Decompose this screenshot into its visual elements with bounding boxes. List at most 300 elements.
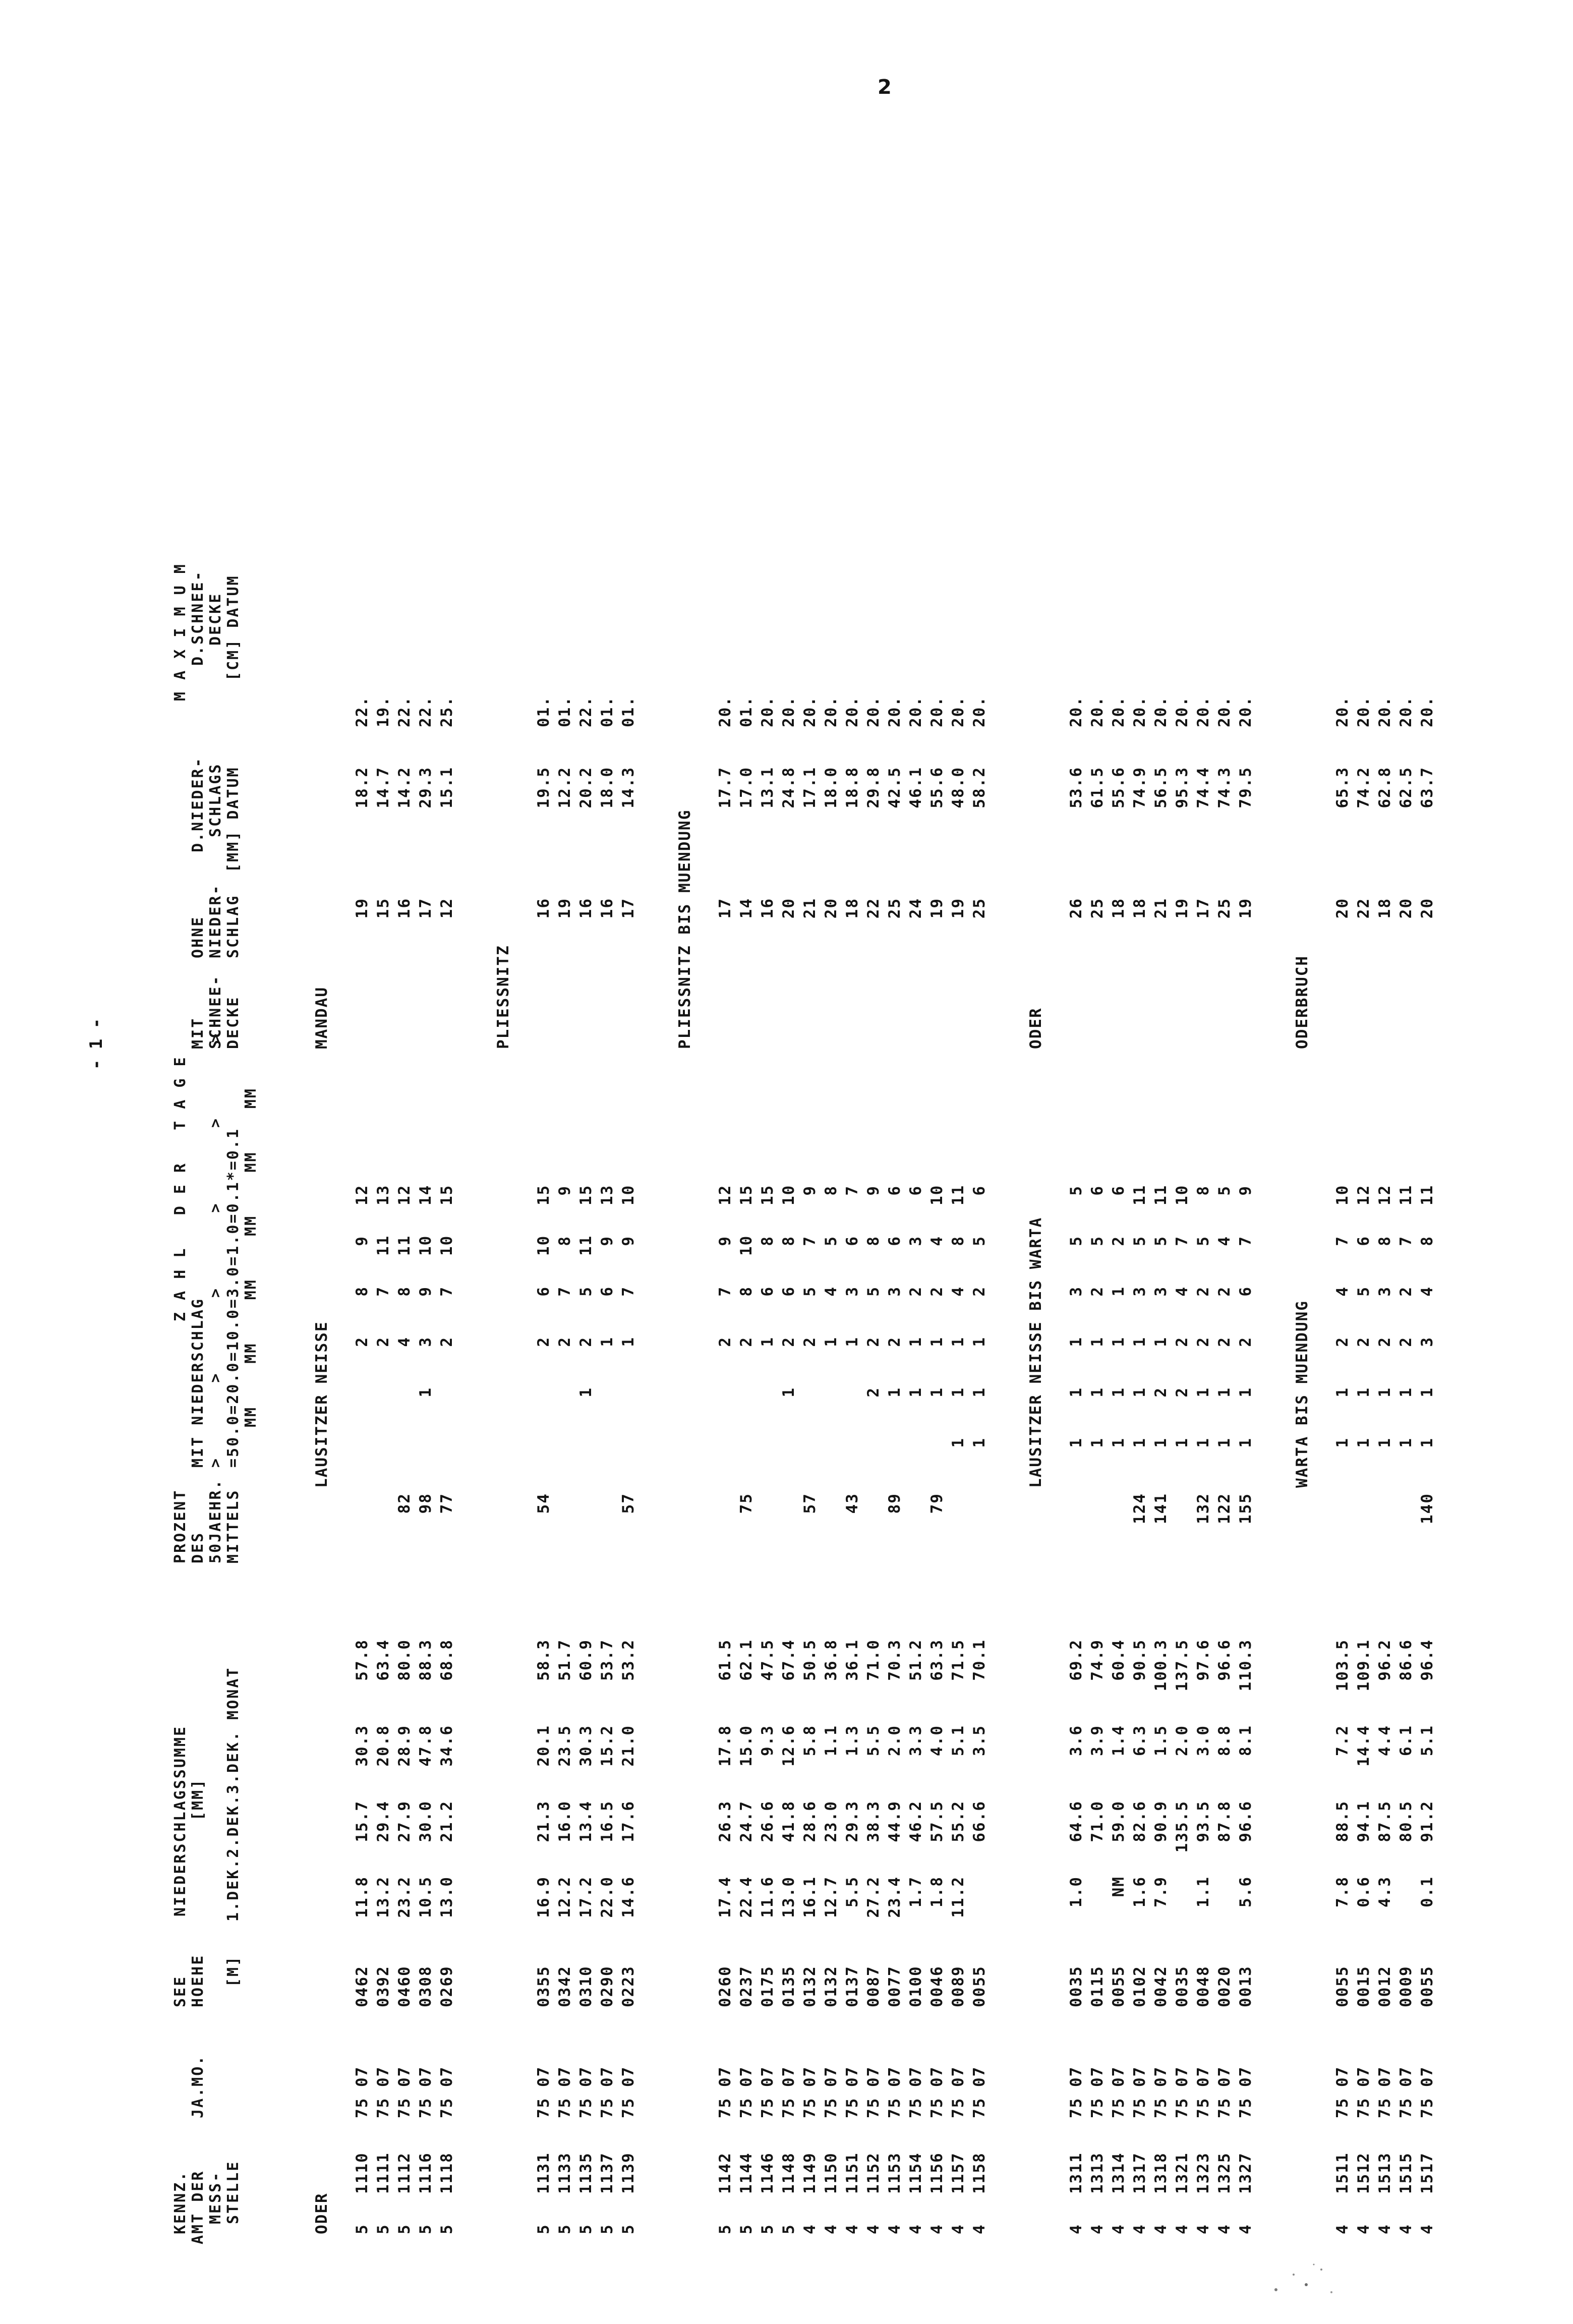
table-cell: 77	[438, 1493, 456, 1514]
table-cell: 55.6	[928, 767, 946, 808]
table-cell: 0132	[801, 1965, 819, 2007]
table-cell: 20.	[1173, 696, 1191, 727]
table-cell: 4	[822, 1286, 840, 1297]
table-cell: 9	[598, 1236, 616, 1246]
table-row	[353, 187, 374, 2244]
table-cell: 2	[1215, 1286, 1234, 1297]
table-cell: 46.1	[907, 767, 925, 808]
table-cell: 65.3	[1333, 767, 1352, 808]
table-row	[843, 187, 864, 2244]
table-cell: 64.6	[1067, 1800, 1085, 1842]
table-cell: 0132	[822, 1965, 840, 2007]
table-cell: 12	[1355, 1184, 1373, 1205]
table-cell: 20.	[928, 696, 946, 727]
header-mit-1: MIT	[189, 1017, 207, 1049]
table-cell: 75 07	[801, 2066, 819, 2118]
table-cell: 13.0	[438, 1876, 456, 1918]
table-cell: 1158	[970, 2152, 988, 2194]
table-row	[886, 187, 907, 2244]
table-cell: 0392	[374, 1965, 392, 2007]
table-cell: 4	[1131, 2224, 1149, 2234]
table-cell: 1	[598, 1337, 616, 1347]
table-row	[949, 187, 970, 2244]
table-cell: 1.5	[1152, 1725, 1170, 1756]
table-cell: 14.3	[619, 767, 637, 808]
table-cell: 0035	[1173, 1965, 1191, 2007]
header-max-nieder-2: SCHLAGS	[207, 763, 224, 837]
table-cell: 7.9	[1152, 1876, 1170, 1907]
table-cell: 8	[759, 1236, 777, 1246]
table-cell: 3.9	[1088, 1725, 1106, 1756]
table-cell: 4	[1355, 2224, 1373, 2234]
table-cell: 01.	[619, 696, 637, 727]
table-cell: 57	[619, 1493, 637, 1514]
table-cell: 24	[907, 898, 925, 919]
table-cell: 4	[949, 1286, 967, 1297]
table-cell: 22	[1355, 898, 1373, 919]
table-cell: 75 07	[1215, 2066, 1234, 2118]
table-row	[759, 187, 780, 2244]
table-cell: 89	[886, 1493, 904, 1514]
table-cell: 1	[1215, 1387, 1234, 1398]
table-cell: 2	[737, 1337, 755, 1347]
table-cell: 97.6	[1194, 1639, 1212, 1681]
table-cell: 90.5	[1131, 1639, 1149, 1681]
table-cell: 0115	[1088, 1965, 1106, 2007]
table-cell: 4	[864, 2224, 883, 2234]
table-row	[780, 187, 801, 2244]
table-cell: 3	[1152, 1286, 1170, 1297]
table-cell: 14.4	[1355, 1725, 1373, 1767]
table-cell: 82	[395, 1493, 414, 1514]
table-cell: 0015	[1355, 1965, 1373, 2007]
table-cell: 5.6	[1237, 1876, 1255, 1907]
table-cell: 1	[1152, 1437, 1170, 1448]
table-cell: 6	[1237, 1286, 1255, 1297]
table-cell: 51.7	[556, 1639, 574, 1681]
table-cell: 7.2	[1333, 1725, 1352, 1756]
table-cell: 8	[1376, 1236, 1394, 1246]
table-row	[1152, 187, 1173, 2244]
table-cell: 15.0	[737, 1725, 755, 1767]
table-row	[970, 187, 992, 2244]
table-cell: 20.	[886, 696, 904, 727]
table-cell: 56.5	[1152, 767, 1170, 808]
table-cell: 29.8	[864, 767, 883, 808]
table-cell: 2	[970, 1286, 988, 1297]
table-cell: 2	[1397, 1337, 1415, 1347]
table-cell: 75 07	[928, 2066, 946, 2118]
table-cell: 23.0	[822, 1800, 840, 1842]
header-max-schnee-3: [CM] DATUM	[224, 574, 242, 681]
table-cell: 2	[801, 1337, 819, 1347]
table-cell: 5	[353, 2224, 371, 2234]
table-cell: 50.5	[801, 1639, 819, 1681]
table-cell: 0462	[353, 1965, 371, 2007]
table-cell: 1152	[864, 2152, 883, 2194]
table-cell: 1	[417, 1387, 435, 1398]
table-cell: 75 07	[1397, 2066, 1415, 2118]
table-cell: 8	[395, 1286, 414, 1297]
table-cell: 4	[1333, 1286, 1352, 1297]
table-cell: 1513	[1376, 2152, 1394, 2194]
table-cell: 1	[1194, 1437, 1212, 1448]
table-cell: 4	[1397, 2224, 1415, 2234]
table-cell: 12	[438, 898, 456, 919]
table-cell: 57.5	[928, 1800, 946, 1842]
table-cell: 23.2	[395, 1876, 414, 1918]
table-cell: 8	[737, 1286, 755, 1297]
table-cell: 86.6	[1397, 1639, 1415, 1681]
table-cell: 1	[1376, 1437, 1394, 1448]
table-cell: 21.2	[438, 1800, 456, 1842]
table-cell: 20.	[1152, 696, 1170, 727]
table-cell: 26.3	[716, 1800, 734, 1842]
table-cell: 1148	[780, 2152, 798, 2194]
table-cell: 10	[1173, 1184, 1191, 1205]
table-cell: 1131	[535, 2152, 553, 2194]
group-right-label: PLIESSNITZ BIS MUENDUNG	[676, 809, 694, 1049]
table-cell: 12.7	[822, 1876, 840, 1918]
table-cell: 2.0	[886, 1725, 904, 1756]
table-cell: 2	[780, 1337, 798, 1347]
table-row	[1376, 187, 1397, 2244]
table-cell: 2.0	[1173, 1725, 1191, 1756]
table-cell: 1	[1333, 1387, 1352, 1398]
table-cell: 4	[822, 2224, 840, 2234]
table-cell: 75	[737, 1493, 755, 1514]
table-cell: 75 07	[1110, 2066, 1128, 2118]
table-cell: 63.3	[928, 1639, 946, 1681]
table-cell: 74.3	[1215, 767, 1234, 808]
table-cell: 10	[1333, 1184, 1352, 1205]
table-cell: 75 07	[1152, 2066, 1170, 2118]
table-cell: 2	[1376, 1337, 1394, 1347]
table-cell: 13	[374, 1184, 392, 1205]
table-cell: 2	[864, 1387, 883, 1398]
table-cell: 1	[970, 1387, 988, 1398]
header-prozent-4: MITTELS	[224, 1489, 242, 1563]
table-cell: 103.5	[1333, 1639, 1352, 1692]
table-row	[556, 187, 577, 2244]
table-cell: 22.	[577, 696, 595, 727]
table-cell: 4	[1194, 2224, 1212, 2234]
table-row	[1237, 187, 1258, 2244]
table-cell: 20.8	[374, 1725, 392, 1767]
table-cell: 1.3	[843, 1725, 861, 1756]
table-cell: 11.2	[949, 1876, 967, 1918]
table-cell: 1151	[843, 2152, 861, 2194]
table-cell: 5	[1215, 1185, 1234, 1196]
table-cell: 1313	[1088, 2152, 1106, 2194]
table-cell: 1.1	[1194, 1876, 1212, 1907]
table-cell: 7	[1237, 1236, 1255, 1246]
page-marker: - 1 -	[86, 1018, 107, 1070]
table-cell: 2	[886, 1337, 904, 1347]
table-cell: 1139	[619, 2152, 637, 2194]
table-cell: 9	[864, 1185, 883, 1196]
table-cell: 42.5	[886, 767, 904, 808]
table-cell: 21.3	[535, 1800, 553, 1842]
table-cell: 1	[1355, 1437, 1373, 1448]
table-cell: 21	[801, 898, 819, 919]
table-cell: 5	[1131, 1236, 1149, 1246]
table-cell: 60.9	[577, 1639, 595, 1681]
table-cell: 5	[1355, 1286, 1373, 1297]
table-cell: 1	[907, 1337, 925, 1347]
table-cell: 62.5	[1397, 767, 1415, 808]
table-row	[1355, 187, 1376, 2244]
table-cell: 1.6	[1131, 1876, 1149, 1907]
table-cell: 87.5	[1376, 1800, 1394, 1842]
table-cell: 0055	[970, 1965, 988, 2007]
table-cell: 4	[1333, 2224, 1352, 2234]
table-cell: 20.	[1237, 696, 1255, 727]
table-cell: 2	[1237, 1337, 1255, 1347]
table-cell: 18.2	[353, 767, 371, 808]
header-see-1: SEE	[171, 1975, 189, 2007]
table-cell: 0310	[577, 1965, 595, 2007]
table-cell: 4	[1215, 2224, 1234, 2234]
table-cell: 0308	[417, 1965, 435, 2007]
table-cell: 7	[1173, 1236, 1191, 1246]
table-row	[1215, 187, 1237, 2244]
table-cell: 0055	[1333, 1965, 1352, 2007]
table-cell: 110.3	[1237, 1639, 1255, 1692]
table-cell: 14.2	[395, 767, 414, 808]
table-cell: 53.7	[598, 1639, 616, 1681]
table-cell: 18.0	[822, 767, 840, 808]
table-cell: 1321	[1173, 2152, 1191, 2194]
table-cell: 5	[864, 1286, 883, 1297]
table-cell: 0055	[1418, 1965, 1436, 2007]
table-cell: 75 07	[598, 2066, 616, 2118]
table-cell: 1317	[1131, 2152, 1149, 2194]
table-cell: 9	[619, 1236, 637, 1246]
table-cell: 8	[864, 1236, 883, 1246]
table-cell: 2	[864, 1337, 883, 1347]
table-cell: 1153	[886, 2152, 904, 2194]
table-cell: 6	[843, 1236, 861, 1246]
table-cell: 90.9	[1152, 1800, 1170, 1842]
table-cell: 20.	[843, 696, 861, 727]
table-cell: 16.9	[535, 1876, 553, 1918]
table-cell: 1	[1067, 1387, 1085, 1398]
table-cell: 17.1	[801, 767, 819, 808]
table-cell: 1	[1376, 1387, 1394, 1398]
table-cell: 75 07	[619, 2066, 637, 2118]
group-center-label: WARTA BIS MUENDUNG	[1293, 1300, 1311, 1488]
table-cell: 22.	[417, 696, 435, 727]
table-cell: 22.	[395, 696, 414, 727]
table-cell: 19.	[374, 696, 392, 727]
table-cell: 6	[1355, 1236, 1373, 1246]
table-row	[438, 187, 459, 2244]
table-cell: 5	[1194, 1236, 1212, 1246]
table-cell: 1	[1194, 1387, 1212, 1398]
table-cell: 87.8	[1215, 1800, 1234, 1842]
table-row	[1088, 187, 1110, 2244]
table-cell: 5	[801, 1286, 819, 1297]
table-cell: 19	[928, 898, 946, 919]
table-cell: 75 07	[1088, 2066, 1106, 2118]
table-cell: 74.2	[1355, 767, 1373, 808]
header-see-2: HOEHE	[189, 1954, 207, 2007]
table-cell: 4	[801, 2224, 819, 2234]
table-cell: 1	[1397, 1387, 1415, 1398]
table-cell: 7	[619, 1286, 637, 1297]
table-cell: 18	[843, 898, 861, 919]
header-zahl-title: Z A H L D E R T A G E	[171, 1056, 189, 1321]
table-cell: 4	[949, 2224, 967, 2234]
table-cell: 24.8	[780, 767, 798, 808]
table-cell: 11	[374, 1235, 392, 1256]
table-cell: 4	[1152, 2224, 1170, 2234]
table-cell: 20.	[1215, 696, 1234, 727]
table-cell: 5	[438, 2224, 456, 2234]
table-row	[907, 187, 928, 2244]
table-cell: 2	[577, 1337, 595, 1347]
table-cell: 4	[886, 2224, 904, 2234]
table-cell: 16	[598, 898, 616, 919]
table-cell: 15	[374, 898, 392, 919]
table-cell: 2	[1152, 1387, 1170, 1398]
table-cell: 75 07	[864, 2066, 883, 2118]
table-cell: 3.6	[1067, 1725, 1085, 1756]
group-center-label: LAUSITZER NEISSE BIS WARTA	[1027, 1216, 1045, 1488]
table-cell: 44.9	[886, 1800, 904, 1842]
table-row	[619, 187, 640, 2244]
table-cell: 75 07	[970, 2066, 988, 2118]
table-cell: 0355	[535, 1965, 553, 2007]
table-cell: 12	[395, 1184, 414, 1205]
header-ohne-2: NIEDER-	[207, 884, 224, 958]
table-cell: 68.8	[438, 1639, 456, 1681]
table-cell: 41.8	[780, 1800, 798, 1842]
table-cell: 4.3	[1376, 1876, 1394, 1907]
table-cell: 1149	[801, 2152, 819, 2194]
table-cell: 8	[822, 1185, 840, 1196]
table-cell: 10	[438, 1235, 456, 1256]
table-cell: 28.9	[395, 1725, 414, 1767]
table-cell: 12.2	[556, 1876, 574, 1918]
table-row	[374, 187, 395, 2244]
table-cell: 0135	[780, 1965, 798, 2007]
table-cell: 22	[864, 898, 883, 919]
table-cell: 15	[759, 1184, 777, 1205]
table-cell: 20.	[1397, 696, 1415, 727]
table-cell: 12.6	[780, 1725, 798, 1767]
table-cell: 57.8	[353, 1639, 371, 1681]
table-cell: 2	[1173, 1337, 1191, 1347]
table-cell: 11	[1397, 1184, 1415, 1205]
table-cell: 30.0	[417, 1800, 435, 1842]
table-cell: 15.2	[598, 1725, 616, 1767]
table-cell: NM	[1110, 1876, 1128, 1897]
table-cell: 24.7	[737, 1800, 755, 1842]
table-cell: 20	[1333, 898, 1352, 919]
table-cell: 5	[374, 2224, 392, 2234]
table-cell: 132	[1194, 1493, 1212, 1524]
table-cell: 1111	[374, 2152, 392, 2194]
table-cell: 10	[417, 1235, 435, 1256]
table-cell: 79.5	[1237, 767, 1255, 808]
table-cell: 0013	[1237, 1965, 1255, 2007]
table-cell: 15	[577, 1184, 595, 1205]
table-cell: 9	[417, 1286, 435, 1297]
table-cell: 4	[1376, 2224, 1394, 2234]
table-cell: 1157	[949, 2152, 967, 2194]
table-cell: 1	[949, 1387, 967, 1398]
table-cell: 19	[1237, 898, 1255, 919]
table-cell: 1	[1131, 1337, 1149, 1347]
table-cell: 1	[949, 1337, 967, 1347]
group-left-label: ODER	[313, 2192, 331, 2234]
table-cell: 11	[949, 1184, 967, 1205]
header-kennz-4: STELLE	[224, 2160, 242, 2224]
table-cell: 11	[1131, 1184, 1149, 1205]
header-niederschlag-3: 1.DEK.2.DEK.3.DEK. MONAT	[224, 1666, 242, 1922]
table-cell: 18.0	[598, 767, 616, 808]
table-cell: 22.0	[598, 1876, 616, 1918]
table-cell: 5	[1088, 1236, 1106, 1246]
table-cell: 1137	[598, 2152, 616, 2194]
table-cell: 1	[1110, 1286, 1128, 1297]
table-cell: 82.6	[1131, 1800, 1149, 1842]
table-cell: 75 07	[1376, 2066, 1394, 2118]
header-prozent-2: DES	[189, 1531, 207, 1563]
group-right-label: ODER	[1027, 1007, 1045, 1049]
table-cell: 0100	[907, 1965, 925, 2007]
table-cell: 96.2	[1376, 1639, 1394, 1681]
table-cell: 1	[907, 1387, 925, 1398]
table-row	[864, 187, 886, 2244]
table-cell: 55.2	[949, 1800, 967, 1842]
table-cell: 6.1	[1397, 1725, 1415, 1756]
table-cell: 93.5	[1194, 1800, 1212, 1842]
table-cell: 0260	[716, 1965, 734, 2007]
table-header	[166, 187, 318, 2244]
table-cell: 75 07	[1173, 2066, 1191, 2118]
table-cell: 6	[907, 1185, 925, 1196]
table-cell: 5	[577, 1286, 595, 1297]
table-cell: 27.9	[395, 1800, 414, 1842]
table-row	[395, 187, 417, 2244]
table-cell: 0175	[759, 1965, 777, 2007]
table-cell: 0077	[886, 1965, 904, 2007]
table-cell: 96.4	[1418, 1639, 1436, 1681]
header-mit-3: DECKE	[224, 996, 242, 1049]
table-cell: 58.3	[535, 1639, 553, 1681]
table-cell: 2	[374, 1337, 392, 1347]
table-cell: 124	[1131, 1493, 1149, 1524]
table-cell: 1	[619, 1337, 637, 1347]
table-cell: 10	[780, 1184, 798, 1205]
table-cell: 0137	[843, 1965, 861, 2007]
table-cell: 1	[1237, 1437, 1255, 1448]
table-cell: 3	[417, 1337, 435, 1347]
table-cell: 8	[1418, 1236, 1436, 1246]
table-cell: 47.5	[759, 1639, 777, 1681]
table-cell: 75 07	[737, 2066, 755, 2118]
table-cell: 48.0	[949, 767, 967, 808]
table-cell: 5	[417, 2224, 435, 2234]
table-cell: 51.2	[907, 1639, 925, 1681]
table-cell: 0087	[864, 1965, 883, 2007]
table-cell: 23.4	[886, 1876, 904, 1918]
table-cell: 20.	[1067, 696, 1085, 727]
table-cell: 75 07	[949, 2066, 967, 2118]
